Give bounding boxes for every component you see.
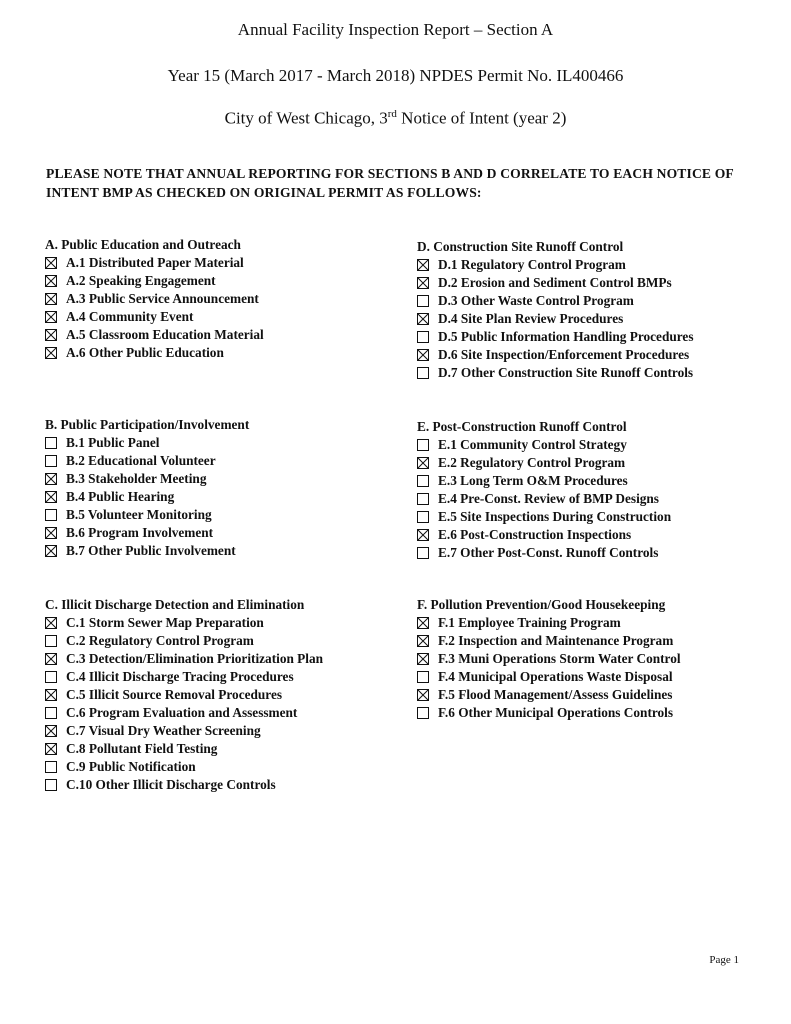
reporting-notice: PLEASE NOTE THAT ANNUAL REPORTING FOR SECTIONS B AND D CORRELATE TO EACH NOTICE OF INTENT BMP AS CHECKED ON ORIGINAL PERMIT AS FOLLOWS: bbox=[46, 166, 734, 200]
checklist-item-label: E.1 Community Control Strategy bbox=[438, 437, 627, 452]
checklist-item bbox=[45, 488, 249, 506]
checklist-item bbox=[417, 346, 694, 364]
unchecked-box-icon[interactable] bbox=[417, 331, 429, 343]
checklist-item bbox=[417, 614, 681, 632]
checklist-item bbox=[45, 506, 249, 524]
checklist-item-label: D.6 Site Inspection/Enforcement Procedures bbox=[438, 347, 690, 362]
x-mark-icon bbox=[46, 690, 56, 700]
checked-box-icon[interactable] bbox=[45, 527, 57, 539]
checked-box-icon[interactable] bbox=[45, 689, 57, 701]
checked-box-icon[interactable] bbox=[45, 275, 57, 287]
section-items bbox=[45, 614, 323, 794]
x-mark-icon bbox=[46, 546, 56, 556]
checked-box-icon[interactable] bbox=[417, 313, 429, 325]
x-mark-icon bbox=[46, 258, 56, 268]
checklist-item-label: C.6 Program Evaluation and Assessment bbox=[66, 705, 298, 720]
x-mark-icon bbox=[46, 528, 56, 538]
checklist-item-label: C.4 Illicit Discharge Tracing Procedures bbox=[66, 669, 294, 684]
section-b bbox=[45, 416, 249, 560]
x-mark-icon bbox=[46, 654, 56, 664]
unchecked-box-icon[interactable] bbox=[45, 635, 57, 647]
x-mark-icon bbox=[46, 312, 56, 322]
x-mark-icon bbox=[418, 654, 428, 664]
x-mark-icon bbox=[46, 744, 56, 754]
checked-box-icon[interactable] bbox=[45, 545, 57, 557]
checked-box-icon[interactable] bbox=[45, 743, 57, 755]
checklist-item bbox=[417, 632, 681, 650]
checklist-item-label: A.1 Distributed Paper Material bbox=[66, 255, 244, 270]
checklist-item-label: A.4 Community Event bbox=[66, 309, 194, 324]
checklist-item-label: D.2 Erosion and Sediment Control BMPs bbox=[438, 275, 672, 290]
checklist-item bbox=[45, 722, 323, 740]
checklist-item bbox=[45, 452, 249, 470]
section-items bbox=[417, 436, 671, 562]
x-mark-icon bbox=[418, 458, 428, 468]
city-notice-line bbox=[0, 108, 791, 129]
checked-box-icon[interactable] bbox=[45, 653, 57, 665]
checklist-item-label: B.2 Educational Volunteer bbox=[66, 453, 216, 468]
report-title: Annual Facility Inspection Report – Section A bbox=[237, 20, 554, 39]
checklist-item-label: A.5 Classroom Education Material bbox=[66, 327, 264, 342]
checklist-item-label: D.5 Public Information Handling Procedures bbox=[438, 329, 694, 344]
checklist-item bbox=[417, 256, 694, 274]
checklist-item bbox=[417, 686, 681, 704]
checklist-item-label: A.6 Other Public Education bbox=[66, 345, 224, 360]
checklist-item-label: D.3 Other Waste Control Program bbox=[438, 293, 634, 308]
checklist-item bbox=[417, 490, 671, 508]
checklist-item bbox=[417, 274, 694, 292]
checklist-item-label: C.3 Detection/Elimination Prioritization Plan bbox=[66, 651, 324, 666]
checklist-item bbox=[45, 434, 249, 452]
checklist-item bbox=[45, 758, 323, 776]
x-mark-icon bbox=[418, 278, 428, 288]
x-mark-icon bbox=[46, 726, 56, 736]
checklist-item-label: B.7 Other Public Involvement bbox=[66, 543, 236, 558]
checked-box-icon[interactable] bbox=[45, 311, 57, 323]
checked-box-icon[interactable] bbox=[45, 257, 57, 269]
checked-box-icon[interactable] bbox=[417, 617, 429, 629]
checklist-item bbox=[45, 272, 264, 290]
section-e bbox=[417, 418, 671, 562]
checklist-item-label: A.2 Speaking Engagement bbox=[66, 273, 216, 288]
checked-box-icon[interactable] bbox=[45, 491, 57, 503]
checklist-item bbox=[45, 542, 249, 560]
x-mark-icon bbox=[418, 530, 428, 540]
x-mark-icon bbox=[46, 492, 56, 502]
checklist-item-label: E.4 Pre-Const. Review of BMP Designs bbox=[438, 491, 659, 506]
checklist-item-label: F.1 Employee Training Program bbox=[438, 615, 621, 630]
unchecked-box-icon[interactable] bbox=[417, 367, 429, 379]
checked-box-icon[interactable] bbox=[417, 635, 429, 647]
checklist-item-label: D.7 Other Construction Site Runoff Controls bbox=[438, 365, 694, 380]
checklist-item-label: B.5 Volunteer Monitoring bbox=[66, 507, 212, 522]
checked-box-icon[interactable] bbox=[417, 277, 429, 289]
checklist-item bbox=[45, 650, 323, 668]
checklist-item-label: A.3 Public Service Announcement bbox=[66, 291, 259, 306]
checklist-item bbox=[417, 454, 671, 472]
checklist-item bbox=[45, 470, 249, 488]
checklist-item bbox=[45, 740, 323, 758]
checklist-item bbox=[45, 632, 323, 650]
checklist-item-label: C.10 Other Illicit Discharge Controls bbox=[66, 777, 276, 792]
checklist-item bbox=[45, 344, 264, 362]
checklist-item bbox=[417, 472, 671, 490]
unchecked-box-icon[interactable] bbox=[45, 779, 57, 791]
checklist-item bbox=[417, 436, 671, 454]
unchecked-box-icon[interactable] bbox=[45, 707, 57, 719]
checked-box-icon[interactable] bbox=[417, 529, 429, 541]
unchecked-box-icon[interactable] bbox=[45, 509, 57, 521]
checked-box-icon[interactable] bbox=[45, 473, 57, 485]
checklist-item bbox=[45, 326, 264, 344]
checklist-item bbox=[417, 310, 694, 328]
checklist-item bbox=[417, 650, 681, 668]
permit-year-line: Year 15 (March 2017 - March 2018) NPDES Permit No. IL400466 bbox=[167, 66, 624, 85]
checklist-item-label: C.1 Storm Sewer Map Preparation bbox=[66, 615, 264, 630]
ordinal-suffix: rd bbox=[387, 108, 397, 120]
checklist-item bbox=[45, 524, 249, 542]
section-items bbox=[45, 254, 264, 362]
checklist-item-label: C.2 Regulatory Control Program bbox=[66, 633, 254, 648]
page-number: Page 1 bbox=[709, 954, 739, 966]
x-mark-icon bbox=[46, 276, 56, 286]
checklist-item bbox=[417, 704, 681, 722]
unchecked-box-icon[interactable] bbox=[417, 511, 429, 523]
checked-box-icon[interactable] bbox=[417, 349, 429, 361]
checklist-item-label: C.7 Visual Dry Weather Screening bbox=[66, 723, 261, 738]
checklist-item bbox=[45, 290, 264, 308]
checked-box-icon[interactable] bbox=[45, 293, 57, 305]
checked-box-icon[interactable] bbox=[45, 347, 57, 359]
checklist-item-label: B.6 Program Involvement bbox=[66, 525, 214, 540]
unchecked-box-icon[interactable] bbox=[417, 493, 429, 505]
checked-box-icon[interactable] bbox=[45, 725, 57, 737]
checklist-item-label: B.3 Stakeholder Meeting bbox=[66, 471, 207, 486]
section-title: A. Public Education and Outreach bbox=[45, 237, 241, 252]
checked-box-icon[interactable] bbox=[45, 617, 57, 629]
checklist-item-label: F.5 Flood Management/Assess Guidelines bbox=[438, 687, 673, 702]
checklist-item bbox=[45, 614, 323, 632]
x-mark-icon bbox=[46, 294, 56, 304]
checklist-item bbox=[45, 668, 323, 686]
section-title: D. Construction Site Runoff Control bbox=[417, 239, 624, 254]
checklist-item-label: E.6 Post-Construction Inspections bbox=[438, 527, 632, 542]
checklist-item-label: B.4 Public Hearing bbox=[66, 489, 175, 504]
section-c bbox=[45, 596, 323, 794]
section-items bbox=[417, 256, 694, 382]
section-title: B. Public Participation/Involvement bbox=[45, 417, 250, 432]
checked-box-icon[interactable] bbox=[417, 689, 429, 701]
checklist-item bbox=[417, 328, 694, 346]
checked-box-icon[interactable] bbox=[417, 653, 429, 665]
checklist-item bbox=[417, 508, 671, 526]
section-f bbox=[417, 596, 681, 722]
checked-box-icon[interactable] bbox=[417, 259, 429, 271]
checklist-item-label: C.9 Public Notification bbox=[66, 759, 196, 774]
checklist-item-label: B.1 Public Panel bbox=[66, 435, 160, 450]
checklist-item-label: C.8 Pollutant Field Testing bbox=[66, 741, 218, 756]
section-title: E. Post-Construction Runoff Control bbox=[417, 419, 627, 434]
city-prefix: City of West Chicago, 3 bbox=[224, 108, 388, 128]
checked-box-icon[interactable] bbox=[417, 457, 429, 469]
checklist-item bbox=[45, 308, 264, 326]
checklist-item bbox=[45, 686, 323, 704]
unchecked-box-icon[interactable] bbox=[45, 671, 57, 683]
checklist-item bbox=[45, 254, 264, 272]
city-suffix: Notice of Intent (year 2) bbox=[396, 108, 567, 128]
checklist-item-label: F.2 Inspection and Maintenance Program bbox=[438, 633, 674, 648]
unchecked-box-icon[interactable] bbox=[417, 475, 429, 487]
unchecked-box-icon[interactable] bbox=[45, 455, 57, 467]
checklist-item-label: E.7 Other Post-Const. Runoff Controls bbox=[438, 545, 659, 560]
x-mark-icon bbox=[418, 690, 428, 700]
checklist-item bbox=[417, 668, 681, 686]
x-mark-icon bbox=[418, 618, 428, 628]
unchecked-box-icon[interactable] bbox=[45, 437, 57, 449]
section-d bbox=[417, 238, 694, 382]
unchecked-box-icon[interactable] bbox=[45, 761, 57, 773]
checklist-item bbox=[417, 292, 694, 310]
checklist-item-label: E.5 Site Inspections During Construction bbox=[438, 509, 672, 524]
checklist-item-label: E.3 Long Term O&M Procedures bbox=[438, 473, 628, 488]
checked-box-icon[interactable] bbox=[45, 329, 57, 341]
unchecked-box-icon[interactable] bbox=[417, 707, 429, 719]
x-mark-icon bbox=[46, 618, 56, 628]
section-items bbox=[45, 434, 249, 560]
checklist-item bbox=[417, 526, 671, 544]
unchecked-box-icon[interactable] bbox=[417, 439, 429, 451]
x-mark-icon bbox=[418, 636, 428, 646]
x-mark-icon bbox=[46, 474, 56, 484]
checklist-item-label: F.6 Other Municipal Operations Controls bbox=[438, 705, 674, 720]
checklist-item bbox=[45, 704, 323, 722]
checklist-item bbox=[417, 544, 671, 562]
checklist-item-label: D.4 Site Plan Review Procedures bbox=[438, 311, 624, 326]
unchecked-box-icon[interactable] bbox=[417, 671, 429, 683]
x-mark-icon bbox=[46, 330, 56, 340]
x-mark-icon bbox=[46, 348, 56, 358]
checklist-item-label: F.4 Municipal Operations Waste Disposal bbox=[438, 669, 673, 684]
checklist-item-label: F.3 Muni Operations Storm Water Control bbox=[438, 651, 681, 666]
checklist-item-label: D.1 Regulatory Control Program bbox=[438, 257, 626, 272]
x-mark-icon bbox=[418, 314, 428, 324]
x-mark-icon bbox=[418, 350, 428, 360]
section-a bbox=[45, 236, 264, 362]
checklist-item-label: E.2 Regulatory Control Program bbox=[438, 455, 626, 470]
unchecked-box-icon[interactable] bbox=[417, 547, 429, 559]
section-items bbox=[417, 614, 681, 722]
x-mark-icon bbox=[418, 260, 428, 270]
checklist-item bbox=[45, 776, 323, 794]
section-title: C. Illicit Discharge Detection and Elimination bbox=[45, 597, 305, 612]
section-title: F. Pollution Prevention/Good Housekeeping bbox=[417, 597, 666, 612]
checklist-item bbox=[417, 364, 694, 382]
unchecked-box-icon[interactable] bbox=[417, 295, 429, 307]
checklist-item-label: C.5 Illicit Source Removal Procedures bbox=[66, 687, 283, 702]
